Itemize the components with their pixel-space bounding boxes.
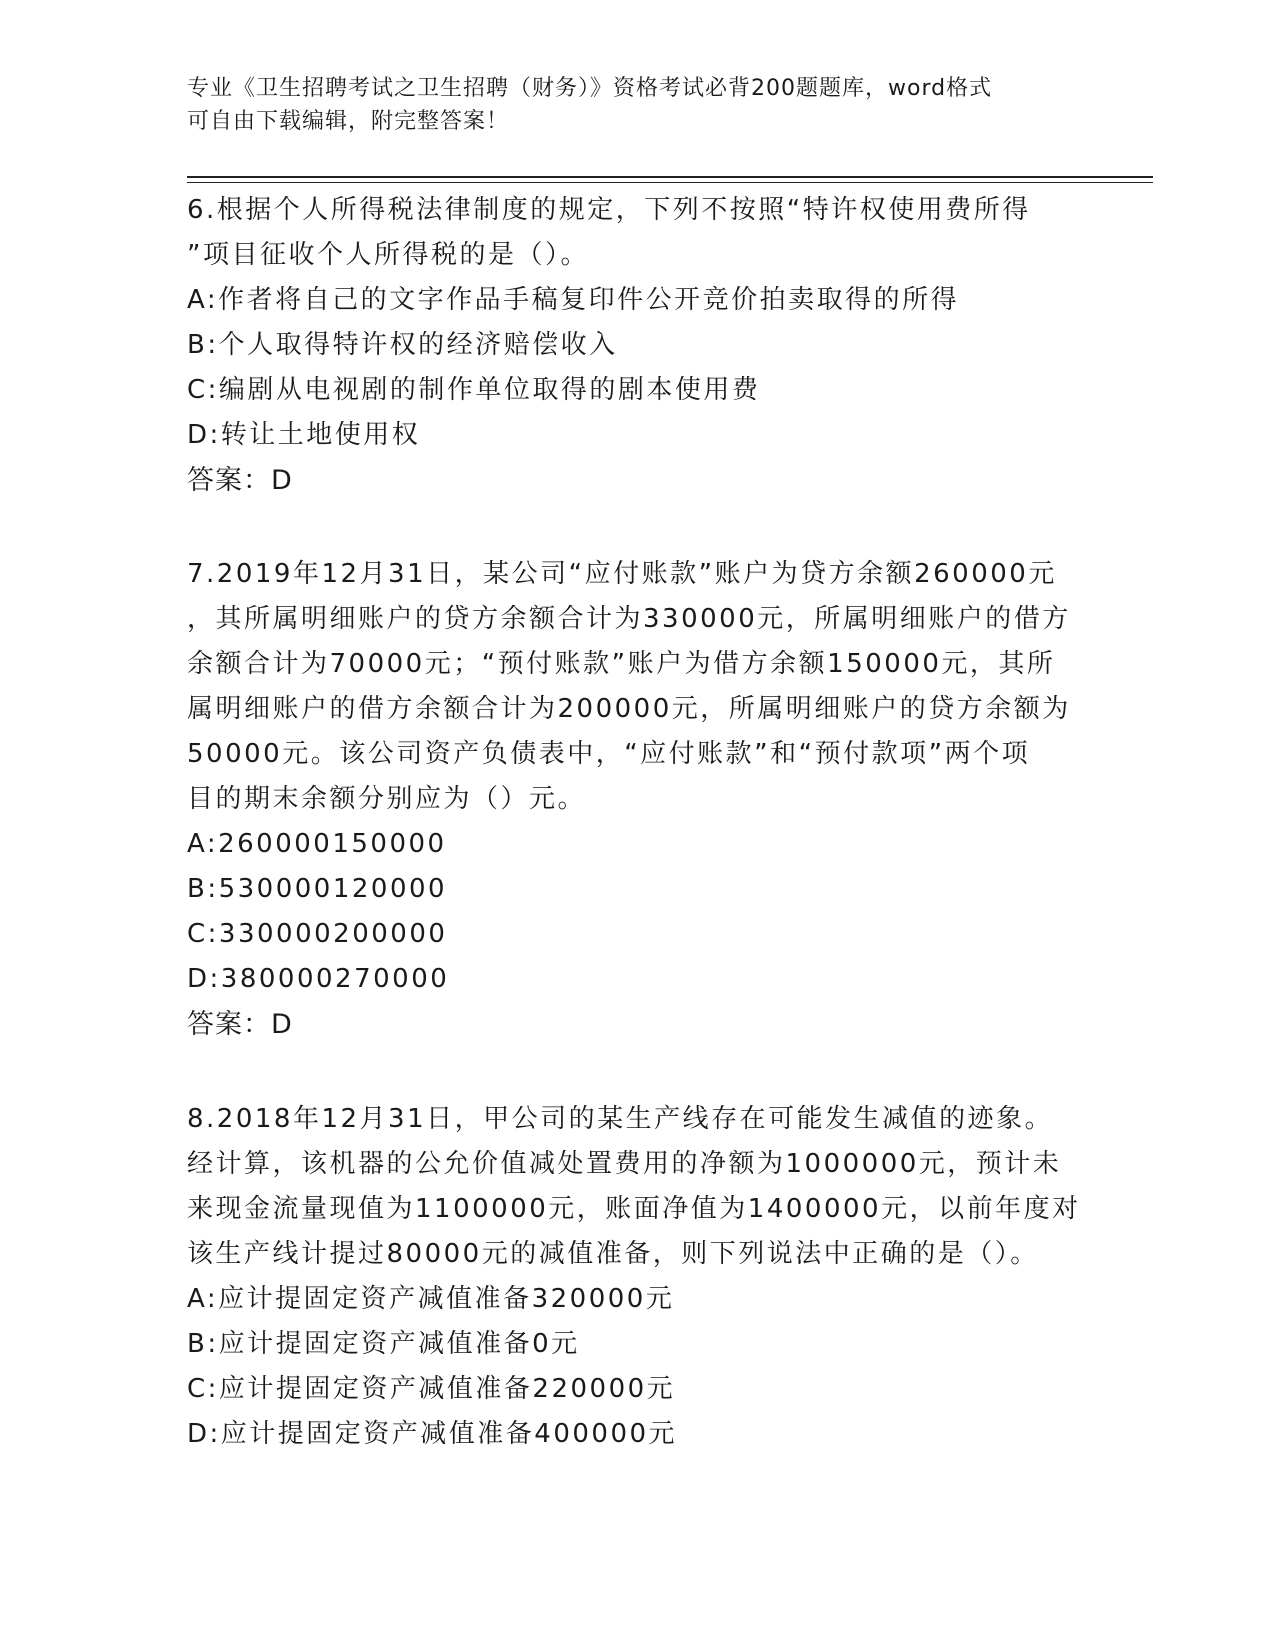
option-c: C:应计提固定资产减值准备220000元 xyxy=(187,1374,676,1404)
question-text-line: 8.2018年12月31日，甲公司的某生产线存在可能发生减值的迹象。 xyxy=(187,1104,1054,1134)
option-c: C:编剧从电视剧的制作单位取得的剧本使用费 xyxy=(187,375,761,405)
question-text-line: ”项目征收个人所得税的是（）。 xyxy=(187,240,589,270)
option-b: B:应计提固定资产减值准备0元 xyxy=(187,1329,580,1359)
question-text-line: 该生产线计提过80000元的减值准备，则下列说法中正确的是（）。 xyxy=(187,1239,1039,1269)
document-header xyxy=(187,72,1087,138)
question-8 xyxy=(187,1097,1087,1457)
question-text-line: ，其所属明细账户的贷方余额合计为330000元，所属明细账户的借方 xyxy=(187,604,1071,634)
option-b: B:个人取得特许权的经济赔偿收入 xyxy=(187,330,618,360)
question-text-line: 属明细账户的借方余额合计为200000元，所属明细账户的贷方余额为 xyxy=(187,694,1071,724)
question-text-line: 经计算，该机器的公允价值减处置费用的净额为1000000元，预计未 xyxy=(187,1149,1062,1179)
question-text-line: 50000元。该公司资产负债表中，“应付账款”和“预付款项”两个项 xyxy=(187,739,1031,769)
header-divider-thin xyxy=(187,182,1153,183)
header-line-1: 专业《卫生招聘考试之卫生招聘（财务）》资格考试必背200题题库，word格式 xyxy=(187,76,993,101)
header-divider-thick xyxy=(187,176,1153,178)
option-a: A:260000150000 xyxy=(187,829,447,859)
question-text-line: 来现金流量现值为1100000元，账面净值为1400000元，以前年度对 xyxy=(187,1194,1081,1224)
question-text-line: 余额合计为70000元；“预付账款”账户为借方余额150000元，其所 xyxy=(187,649,1056,679)
question-6 xyxy=(187,188,1087,503)
option-c: C:330000200000 xyxy=(187,919,448,949)
option-d: D:应计提固定资产减值准备400000元 xyxy=(187,1419,678,1449)
question-text-line: 目的期末余额分别应为（）元。 xyxy=(187,784,587,814)
option-b: B:530000120000 xyxy=(187,874,448,904)
question-text-line: 6.根据个人所得税法律制度的规定，下列不按照“特许权使用费所得 xyxy=(187,195,1031,225)
option-d: D:转让土地使用权 xyxy=(187,420,421,450)
option-a: A:应计提固定资产减值准备320000元 xyxy=(187,1284,675,1314)
answer-label: 答案：D xyxy=(187,465,293,496)
question-text-line: 7.2019年12月31日，某公司“应付账款”账户为贷方余额260000元 xyxy=(187,559,1057,589)
question-7 xyxy=(187,552,1087,1047)
option-a: A:作者将自己的文字作品手稿复印件公开竞价拍卖取得的所得 xyxy=(187,285,960,315)
option-d: D:380000270000 xyxy=(187,964,450,994)
header-line-2: 可自由下载编辑，附完整答案！ xyxy=(187,109,510,134)
answer-label: 答案：D xyxy=(187,1009,293,1040)
